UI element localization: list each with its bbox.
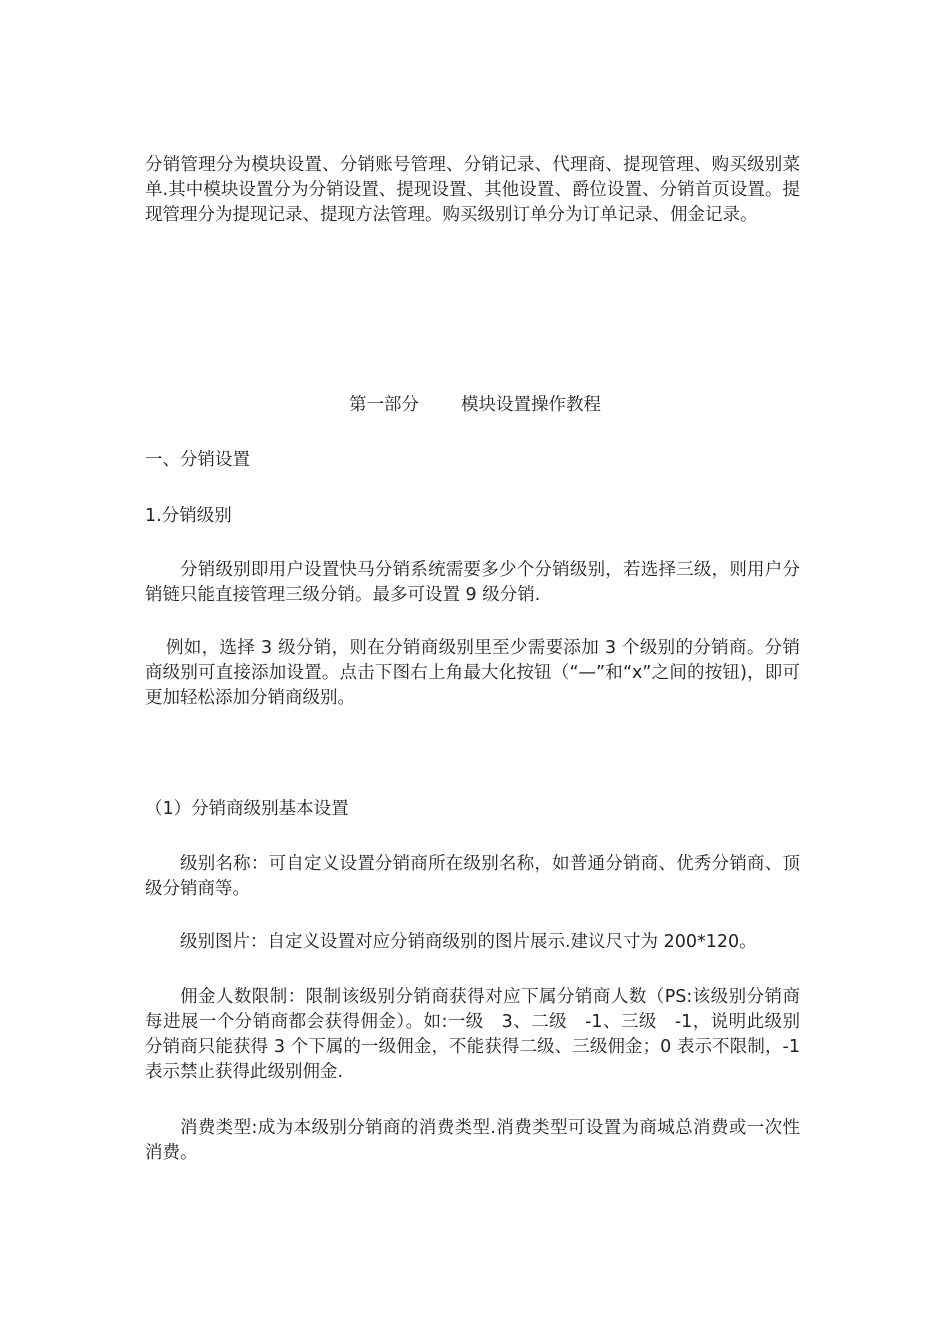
part-number: 第一部分 (349, 395, 419, 415)
intro-paragraph: 分销管理分为模块设置、分销账号管理、分销记录、代理商、提现管理、购买级别菜单.其中模块设置分为分销设置、提现设置、其他设置、爵位设置、分销首页设置。提现管理分为提现记录、提现方法管理。购买级别订单分为订单记录、佣金记录。 (145, 155, 800, 225)
part-title (145, 393, 805, 418)
level-image-paragraph: 级别图片：自定义设置对应分销商级别的图片展示.建议尺寸为 200*120。 (180, 932, 757, 952)
level-name-paragraph: 级别名称：可自定义设置分销商所在级别名称，如普通分销商、优秀分销商、顶级分销商等。 (145, 854, 800, 899)
level-description-paragraph: 分销级别即用户设置快马分销系统需要多少个分销级别，若选择三级，则用户分销链只能直接管理三级分销。最多可设置 9 级分销. (145, 560, 800, 605)
example-paragraph: 例如，选择 3 级分销，则在分销商级别里至少需要添加 3 个级别的分销商。分销商级别可直接添加设置。点击下图右上角最大化按钮（“—”和“x”之间的按钮)，即可更加轻松添加分销商级别。 (145, 638, 800, 708)
commission-limit-paragraph: 佣金人数限制：限制该级别分销商获得对应下属分销商人数（PS:该级别分销商每进展一个分销商都会获得佣金）。如:一级 3、二级 -1、三级 -1，说明此级别分销商只能获得 3 个下属的一级佣金，不能获得二级、三级佣金；0 表示不限制，-1 表示禁止获得此级别佣金. (145, 987, 800, 1082)
part-name: 模块设置操作教程 (461, 395, 601, 415)
basic-settings-heading: （1）分销商级别基本设置 (145, 799, 349, 819)
subsection-heading-distribution-level: 1.分销级别 (145, 506, 232, 526)
section-heading-distribution-settings: 一、分销设置 (145, 450, 250, 470)
consumption-type-paragraph: 消费类型:成为本级别分销商的消费类型.消费类型可设置为商城总消费或一次性消费。 (145, 1118, 800, 1163)
